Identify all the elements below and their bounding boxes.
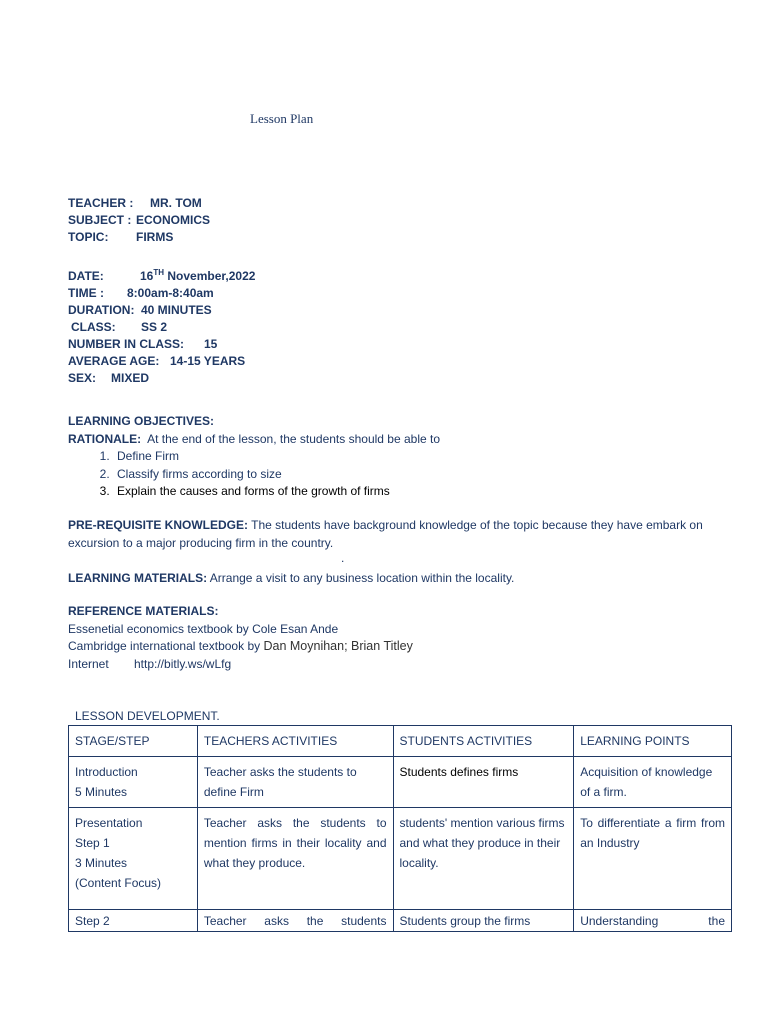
rationale-label: RATIONALE: [68,431,142,446]
stage-cell: Step 2 [69,910,198,932]
teacher-cell: Teacher asks the students to define Firm [197,757,393,808]
objective-item: 3. Explain the causes and forms of the growth of firms [113,483,728,501]
subject-value: ECONOMICS [136,213,211,227]
header-points: LEARNING POINTS [574,726,732,757]
table-row [69,808,732,910]
teacher-cell: Teacher asks the students to mention firms in their locality and what they produce. [197,808,393,910]
header-stage: STAGE/STEP [69,726,198,757]
lesson-development-heading: LESSON DEVELOPMENT. [75,709,220,723]
points-cell: Acquisition of knowledge of a firm. [574,757,732,808]
date-label: DATE: [68,269,104,283]
table-row [69,757,732,808]
subject-label: SUBJECT : [68,213,132,227]
lesson-development-table [68,725,732,932]
objectives-list [68,448,728,501]
schedule-info-block [68,264,255,387]
references-heading: REFERENCE MATERIALS: [68,604,219,618]
stage-cell [69,757,198,808]
topic-value: FIRMS [136,230,174,244]
objective-item: 2. Classify firms according to size [113,466,728,484]
sex-value: MIXED [111,371,150,385]
rationale-text: At the end of the lesson, the students should be able to [147,431,440,446]
objectives-heading: LEARNING OBJECTIVES: [68,414,215,428]
document-title: Lesson Plan [250,111,314,126]
reference-line-2a: Cambridge international textbook by [68,639,261,653]
reference-materials-section [68,603,728,673]
points-cell: To differentiate a firm from an Industry [574,808,732,910]
materials-text: Arrange a visit to any business location within the locality. [209,571,515,585]
teacher-info-block [68,195,210,246]
header-teacher: TEACHERS ACTIVITIES [197,726,393,757]
number-value: 15 [204,337,218,351]
students-cell: Students group the firms [393,910,574,932]
sex-label: SEX: [68,371,97,385]
internet-link[interactable]: http://bitly.ws/wLfg [134,656,232,671]
date-suffix: TH [153,268,165,277]
students-cell: students' mention various firms and what they produce in their locality. [393,808,574,910]
date-rest: November,2022 [164,269,256,283]
header-students: STUDENTS ACTIVITIES [393,726,574,757]
stage-line: Introduction [75,765,138,779]
duration-value: 40 MINUTES [141,303,212,317]
stray-dot: . [341,551,345,565]
table-row [69,910,732,932]
teacher-label: TEACHER : [68,196,134,210]
students-cell: Students defines firms [393,757,574,808]
learning-materials-section [68,570,728,588]
teacher-cell: Teacher asks the students [197,910,393,932]
age-value: 14-15 YEARS [170,354,246,368]
age-label: AVERAGE AGE: [68,354,160,368]
topic-label: TOPIC: [68,230,109,244]
stage-cell [69,808,198,910]
learning-objectives-section [68,413,728,501]
internet-label: Internet [68,656,109,671]
time-label: TIME : [68,286,104,300]
reference-authors: Dan Moynihan; Brian Titley [263,639,413,653]
reference-line-1: Essenetial economics textbook by Cole Esan Ande [68,621,339,636]
stage-line: 3 Minutes [75,856,128,870]
points-cell: Understanding the [574,910,732,932]
duration-label: DURATION: [68,303,135,317]
teacher-value: MR. TOM [150,196,202,210]
stage-line: Step 1 [75,836,110,850]
objective-item: 1. Define Firm [113,448,728,466]
prerequisite-section [68,517,728,564]
number-label: NUMBER IN CLASS: [68,337,184,351]
materials-label: LEARNING MATERIALS: [68,571,208,585]
date-day: 16 [140,269,154,283]
stage-line: 5 Minutes [75,785,128,799]
table-header-row [69,726,732,757]
class-value: SS 2 [141,320,168,334]
stage-line: Presentation [75,816,143,830]
stage-line: (Content Focus) [75,876,162,890]
class-label: CLASS: [71,320,116,334]
prerequisite-text: The students have background knowledge of the topic because they have embark on excursion to a major producing firm in the country. [68,518,703,550]
time-value: 8:00am-8:40am [127,286,214,300]
prerequisite-label: PRE-REQUISITE KNOWLEDGE: [68,518,249,532]
